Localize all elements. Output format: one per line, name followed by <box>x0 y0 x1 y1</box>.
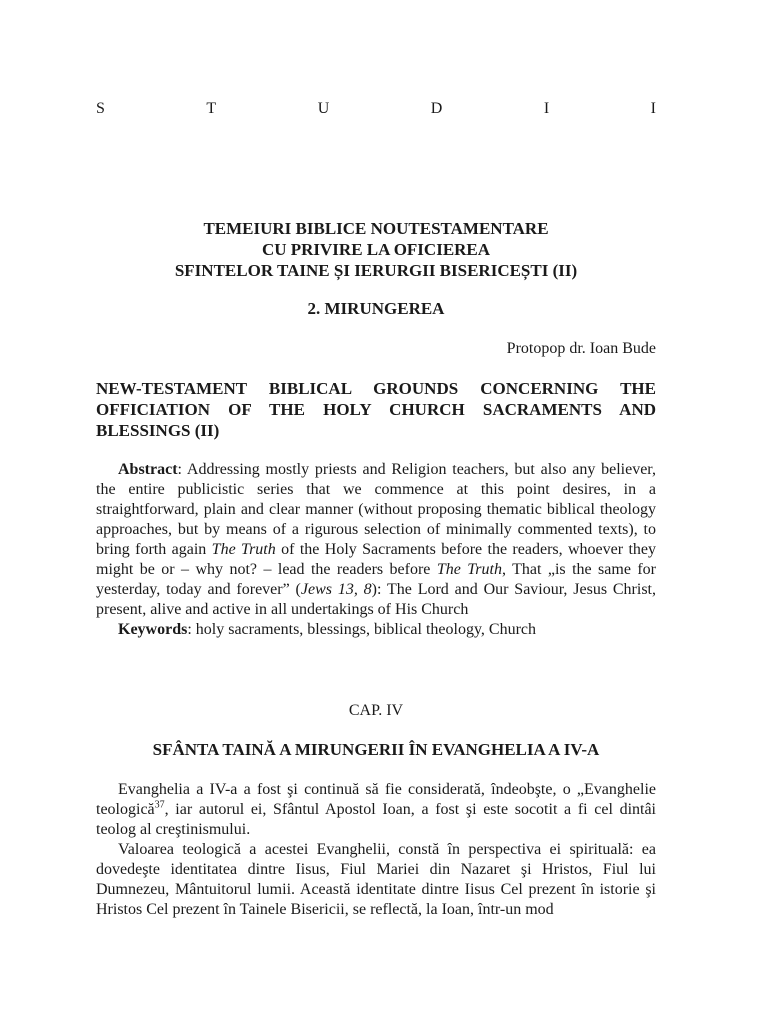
footnote-ref[interactable]: 37 <box>154 799 165 811</box>
body-paragraph <box>96 780 656 840</box>
chapter-title: SFÂNTA TAINĂ A MIRUNGERII ÎN EVANGHELIA A IV-A <box>152 740 600 759</box>
keywords-label: Keywords <box>118 621 188 638</box>
header-letter: I <box>543 100 550 117</box>
section-header <box>96 100 656 118</box>
header-letter: I <box>650 100 656 117</box>
body-text-span: , iar autorul ei, Sfântul Apostol Ioan, a fost şi este socotit a fi cel dintâi teolog al creştinismului. <box>96 801 656 838</box>
keywords-paragraph <box>96 620 656 640</box>
abstract-block <box>96 460 656 640</box>
body-paragraph: Valoarea teologică a acestei Evanghelii, constă în perspectiva ei spirituală: ea dovedeşte identitatea dintre Iisus, Fiul Mariei din Nazaret şi Hristos, Fiul lui Dumnezeu, Mântuitorul lumii. Această identitate dintre Iisus Cel prezent în istorie şi Hristos Cel prezent în Tainele Bisericii, se reflectă, la Ioan, într-un mod <box>96 841 656 918</box>
abstract-paragraph <box>96 460 656 620</box>
body-text <box>96 780 656 920</box>
header-letter: D <box>430 100 443 117</box>
body-text-span: Evanghelia a IV-a a fost şi continuă să fie considerată, îndeobşte, o „Evanghelie teologică <box>96 781 656 818</box>
header-letter: T <box>206 100 217 117</box>
abstract-text: , That „is the same for yesterday, today and forever” ( <box>96 561 657 598</box>
article-subtitle: 2. MIRUNGEREA <box>307 299 445 318</box>
abstract-italic: The Truth <box>436 561 502 578</box>
title-line-2: CU PRIVIRE LA OFICIEREA <box>261 240 491 259</box>
header-letter: U <box>317 100 330 117</box>
title-line-1: TEMEIURI BIBLICE NOUTESTAMENTARE <box>203 219 549 238</box>
author-name: Protopop dr. Ioan Bude <box>506 340 656 357</box>
abstract-citation: Jews 13, 8 <box>300 581 372 598</box>
abstract-label: Abstract <box>118 461 178 478</box>
chapter-number: CAP. IV <box>348 702 404 719</box>
article-title <box>96 218 656 281</box>
abstract-text: of the Holy Sacraments before the readers, whoever they might be or – why not? – lead the readers before <box>96 541 657 578</box>
english-title: NEW-TESTAMENT BIBLICAL GROUNDS CONCERNING THE OFFICIATION OF THE HOLY CHURCH SACRAMENTS AND BLESSINGS (II) <box>96 379 656 440</box>
abstract-text: : Addressing mostly priests and Religion teachers, but also any believer, the entire publicistic series that we commence at this point desires, in a straightforward, plain and clear manner (without proposing thematic biblical theology approaches, but by means of a rigurous selection of minimally commented texts), to bring forth again <box>96 461 656 558</box>
abstract-italic: The Truth <box>211 541 276 558</box>
keywords-text: : holy sacraments, blessings, biblical theology, Church <box>187 621 537 638</box>
abstract-text: ): The Lord and Our Saviour, Jesus Christ, present, alive and active in all undertakings of His Church <box>96 581 657 618</box>
title-line-3: SFINTELOR TAINE ȘI IERURGII BISERICEȘTI (II) <box>174 261 578 280</box>
header-letter: S <box>96 100 105 117</box>
